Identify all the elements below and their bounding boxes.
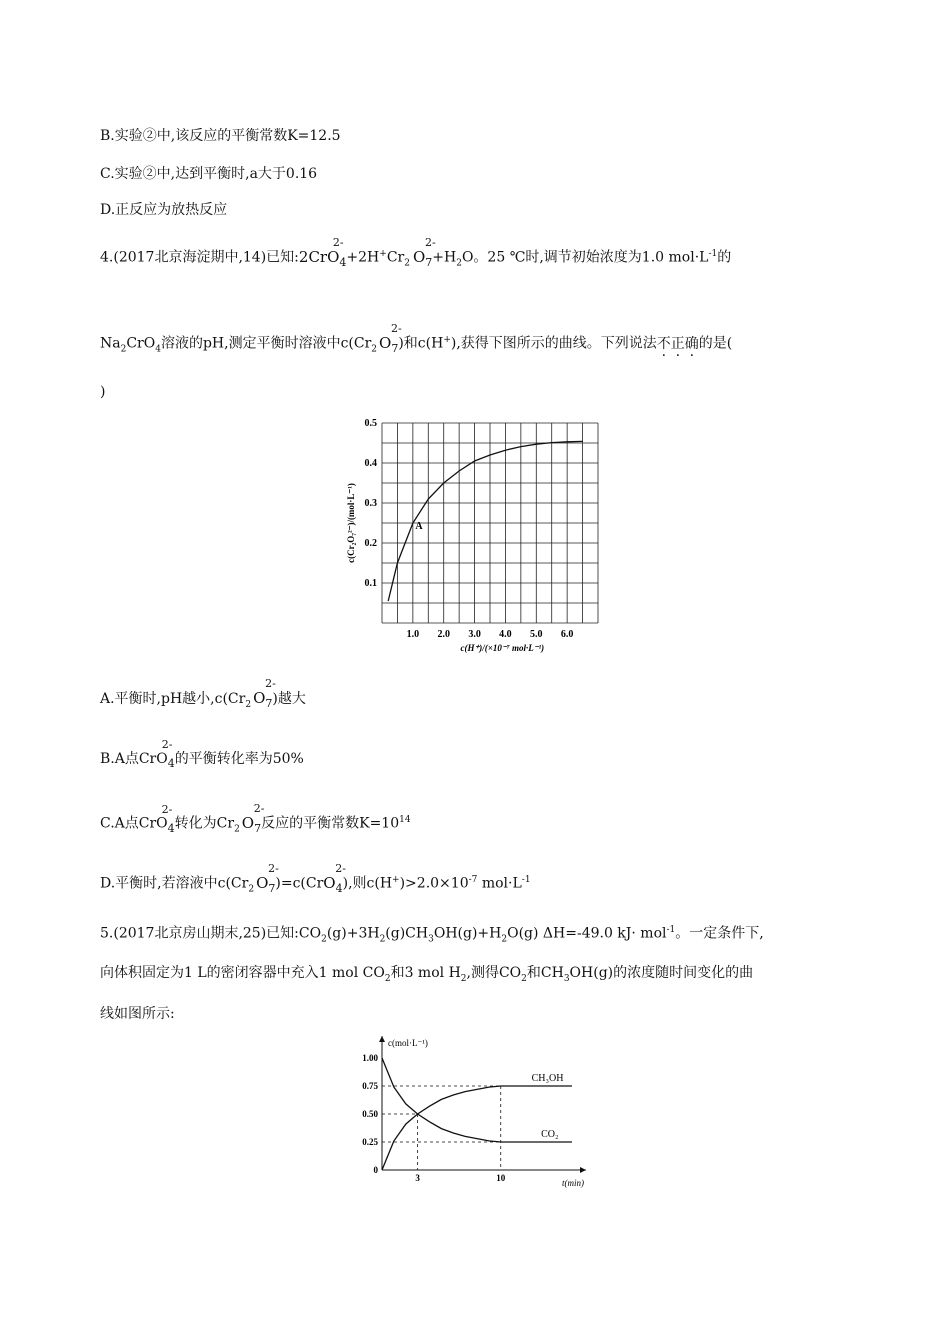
x-tick-label: 1.0 — [406, 629, 420, 640]
x-tick-label: 5.0 — [530, 629, 543, 640]
x-tick-label: 10 — [496, 1173, 506, 1183]
option-q3-d: D.正反应为放热反应 — [100, 202, 228, 218]
y-tick-label: 0.75 — [362, 1081, 378, 1091]
y-tick-label: 0.50 — [362, 1109, 378, 1119]
x-tick-label: 4.0 — [499, 629, 512, 640]
y-tick-label: 0.5 — [364, 418, 377, 429]
x-axis-arrow — [580, 1167, 586, 1173]
y-tick-label: 1.00 — [362, 1053, 378, 1063]
q5-stem-line2: 向体积固定为1 L的密闭容器中充入1 mol $CO_2$和3 mol $H_2$,测得$CO_2$和$CH_3OH(g)$的浓度随时间变化的曲 — [100, 965, 754, 984]
x-tick-label: 6.0 — [560, 629, 574, 640]
option-q3-c: C.实验②中,达到平衡时,a大于0.16 — [100, 166, 318, 182]
q5-stem-line1: 5.(2017北京房山期末,25)已知$:CO_2(g)+3H_2(g)CH_3OH(g)+H_2O(g)$ ΔH=-49.0 kJ· mol$^{-1}$。一定条件下, — [100, 925, 764, 945]
x-tick-label: 3.0 — [468, 629, 481, 640]
point-a-label: A — [415, 521, 423, 532]
y-tick-label: 0.2 — [364, 538, 377, 549]
option-q4-d: D.平衡时,若溶液中$c(Cr_2$ O 2- $_7$)=c(CrO 2- $_4$),则$c(H^+)>2.0\times 10^{-7}$ $mol\cdot L^{-1}$ — [100, 861, 531, 895]
y-tick-label: 0.3 — [364, 498, 377, 509]
q4-stem-line2: $Na_2CrO_4$溶液的pH,测定平衡时溶液中$c(Cr_2$ O 2- $_7$)和c(H+),获得下图所示的曲线。下列说法不正确的是( — [100, 321, 733, 355]
x-tick-label: 2.0 — [437, 629, 450, 640]
y-tick-label: 0.1 — [364, 578, 377, 589]
x-tick-label: 3 — [415, 1173, 420, 1183]
y-axis-label: c(Cr₂O₇²⁻)/(mol·L⁻¹) — [346, 483, 356, 563]
option-q4-b: B.A点CrO 2- $_4$的平衡转化率为50% — [100, 738, 304, 770]
ch3oh-label: CH₃OH — [531, 1073, 564, 1084]
x-axis-label: c(H⁺)/(×10⁻⁷ mol·L⁻¹) — [460, 643, 545, 653]
option-q4-a: A.平衡时,pH越小$,c(Cr_2$ O 2- $_7$)越大 — [100, 677, 306, 710]
y-tick-label: 0.25 — [362, 1137, 378, 1147]
concentration-time-chart — [340, 1030, 600, 1190]
option-q4-c: C.A点CrO 2- $_4$转化为$Cr_2$ O 2- $_7$反应的平衡常数$K=10^{14}$ — [100, 801, 411, 835]
ch3oh-curve — [382, 1086, 572, 1170]
option-q3-b: B.实验②中,该反应的平衡常数K=12.5 — [100, 128, 341, 144]
x-axis-label: t(min) — [562, 1178, 584, 1188]
q4-stem-line3: ) — [100, 384, 106, 400]
q5-stem-line3: 线如图所示: — [100, 1006, 175, 1022]
y-axis-arrow — [379, 1036, 385, 1042]
co2-label: CO₂ — [541, 1129, 559, 1140]
y-tick-label: 0.4 — [364, 458, 377, 469]
q4-stem-line1: 4.(2017北京海淀期中,14)已知:2CrO 2- $_4+2H^+Cr_2$ O 2- $_7+H_2O$。25 ℃时,调节初始浓度为1.0 $mol\cdot L^{-1}$的 — [100, 235, 732, 269]
y-axis-label: c(mol·L⁻¹) — [388, 1038, 428, 1048]
y-tick-label: 0 — [373, 1165, 378, 1175]
equilibrium-curve-chart — [340, 415, 620, 655]
